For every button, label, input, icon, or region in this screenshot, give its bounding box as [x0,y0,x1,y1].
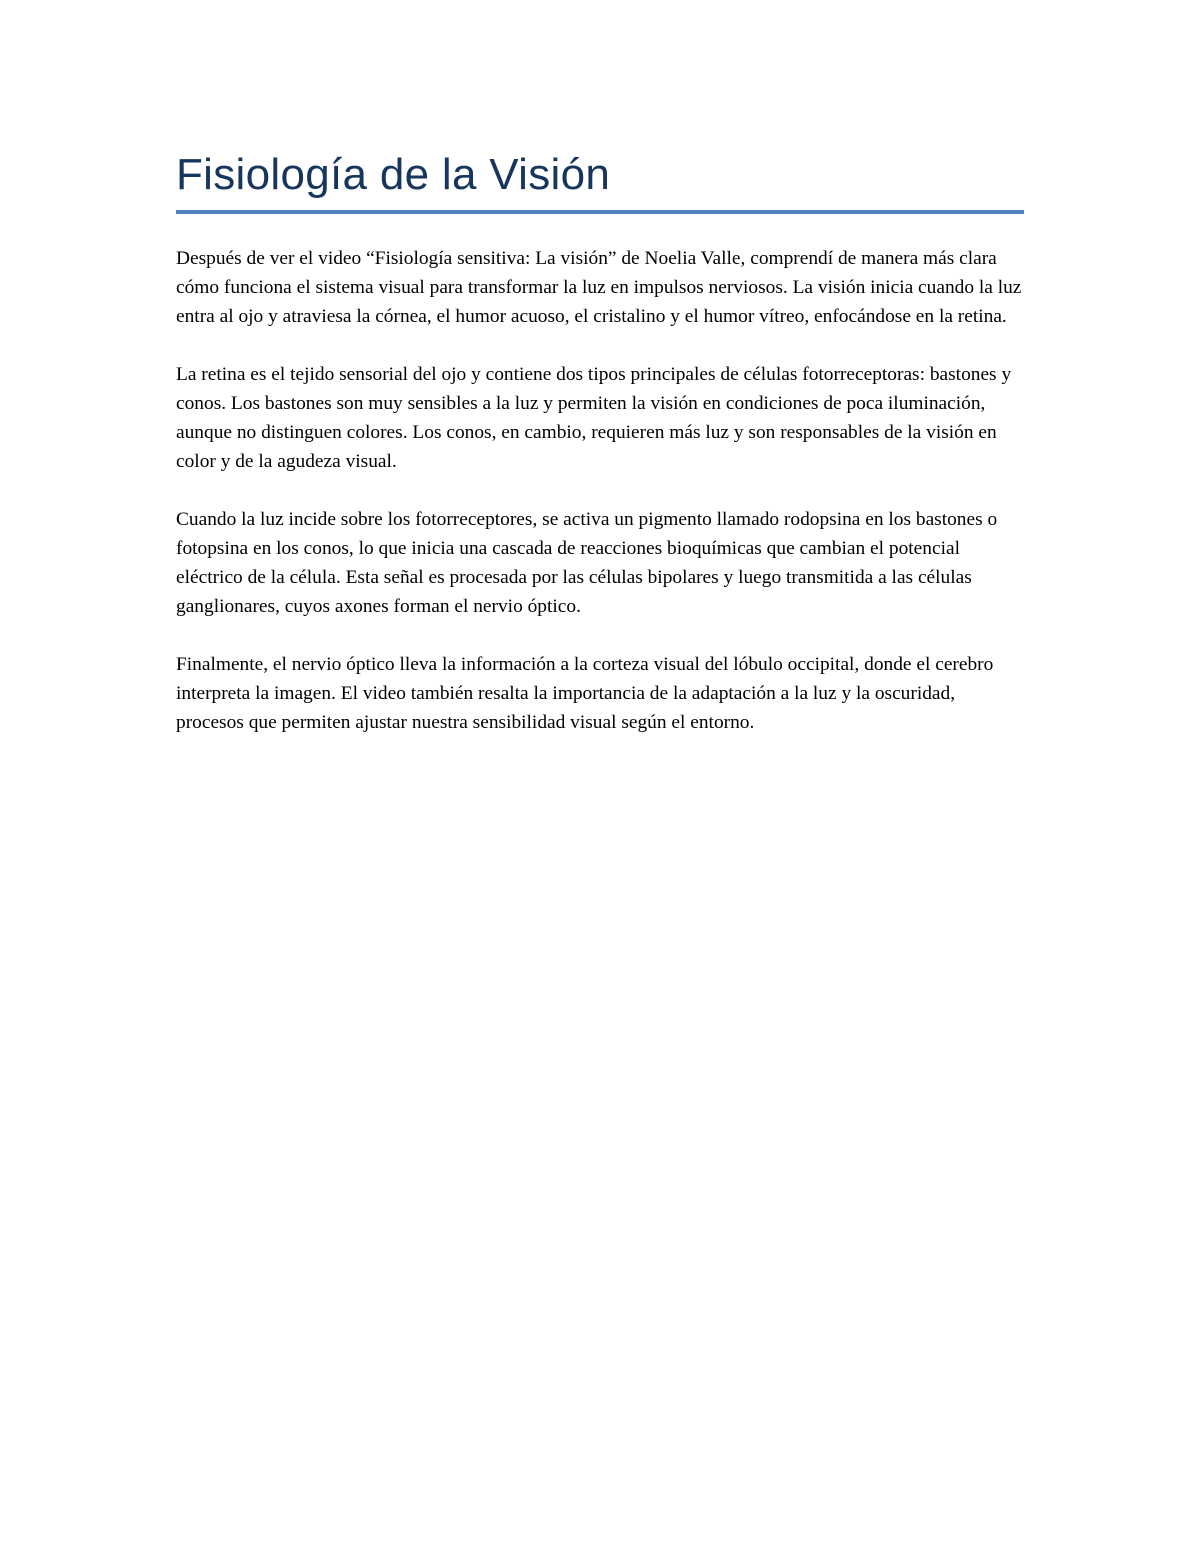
title-underline-rule [176,210,1024,214]
document-body [176,244,1024,737]
paragraph-intro: Después de ver el video “Fisiología sensitiva: La visión” de Noelia Valle, comprendí de manera más clara cómo funciona el sistema visual para transformar la luz en impulsos nerviosos. La visión inicia cuando la luz entra al ojo y atraviesa la córnea, el humor acuoso, el cristalino y el humor vítreo, enfocándose en la retina. [176,248,1022,327]
document-title: Fisiología de la Visión [176,150,611,199]
paragraph-conclusion: Finalmente, el nervio óptico lleva la información a la corteza visual del lóbulo occipital, donde el cerebro interpreta la imagen. El video también resalta la importancia de la adaptación a la luz y la oscuridad, procesos que permiten ajustar nuestra sensibilidad visual según el entorno. [176,654,994,733]
paragraph-retina: La retina es el tejido sensorial del ojo y contiene dos tipos principales de células fotorreceptoras: bastones y conos. Los bastones son muy sensibles a la luz y permiten la visión en condiciones de poca iluminación, aunque no distinguen colores. Los conos, en cambio, requieren más luz y son responsables de la visión en color y de la agudeza visual. [176,364,1012,472]
paragraph-phototransduction: Cuando la luz incide sobre los fotorreceptores, se activa un pigmento llamado rodopsina en los bastones o fotopsina en los conos, lo que inicia una cascada de reacciones bioquímicas que cambian el potencial eléctrico de la célula. Esta señal es procesada por las células bipolares y luego transmitida a las células ganglionares, cuyos axones forman el nervio óptico. [176,509,998,617]
document-content [176,146,1024,766]
